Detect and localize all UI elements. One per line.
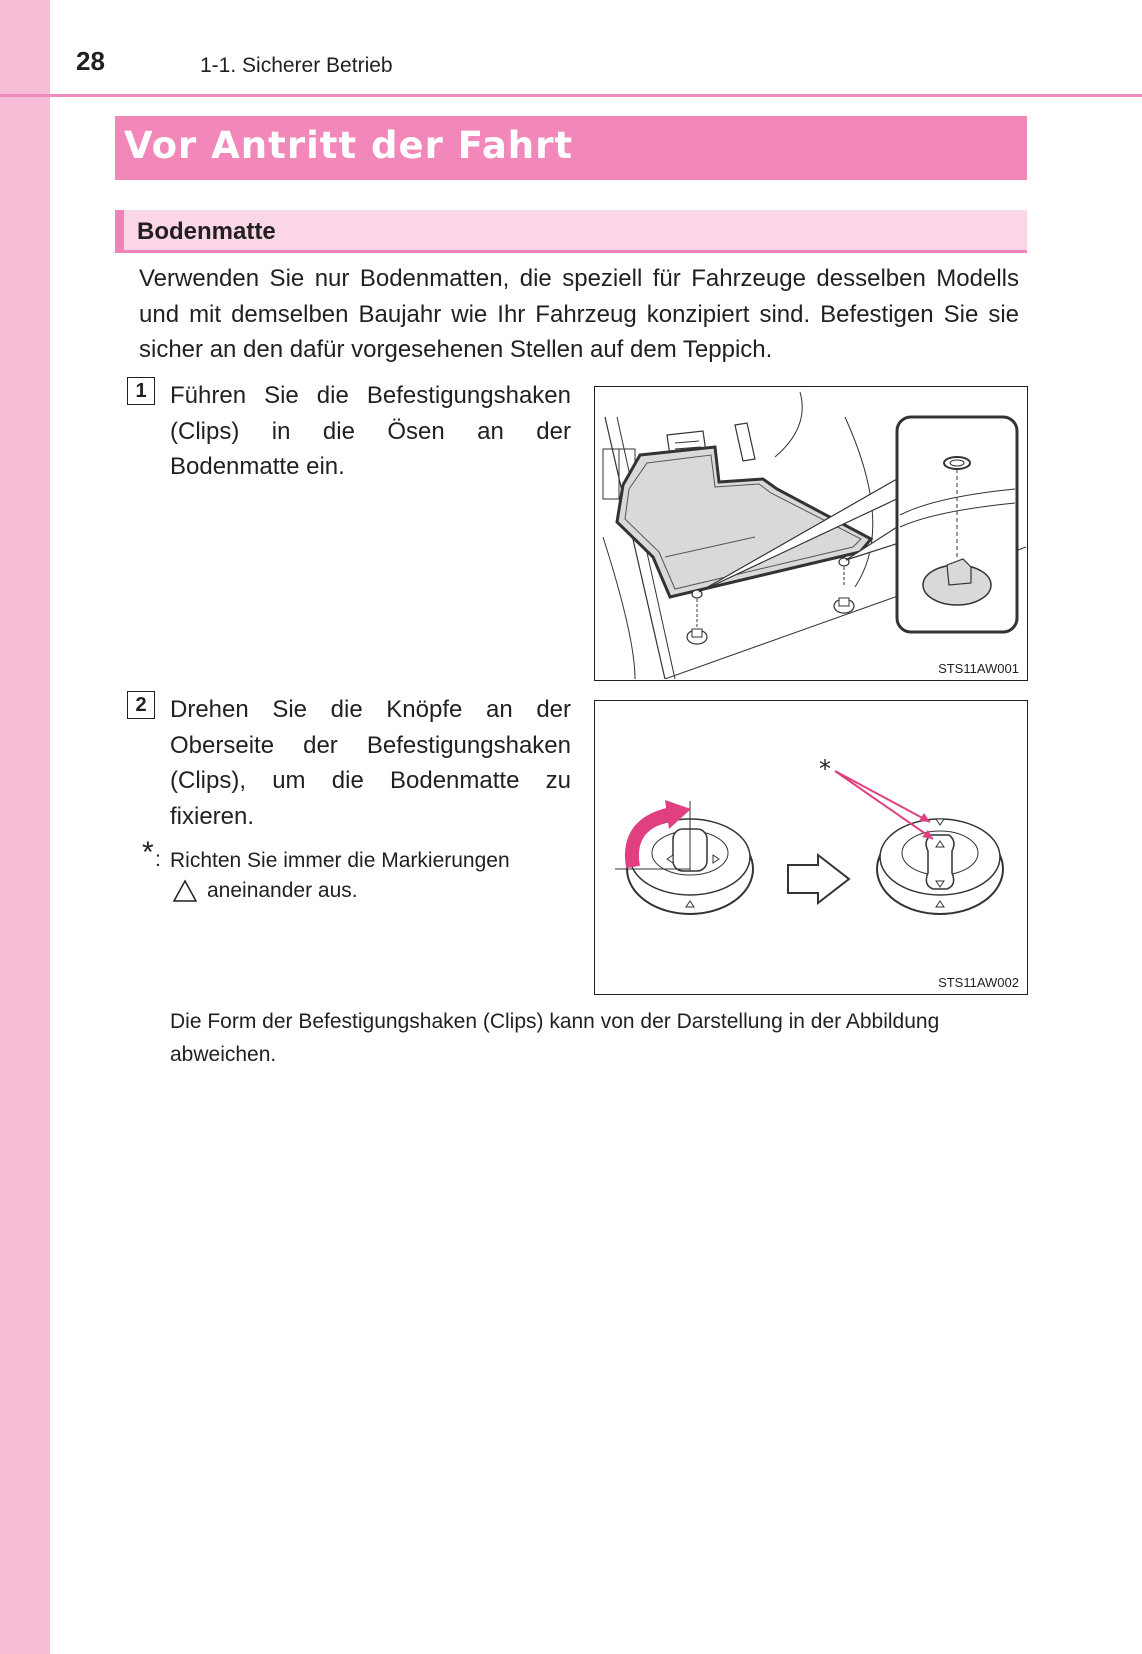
note-line-1: Richten Sie immer die Markierungen	[170, 849, 510, 872]
note-line-2: aneinander aus.	[207, 879, 358, 902]
subsection-bar	[115, 210, 1027, 253]
page-title: Vor Antritt der Fahrt	[124, 124, 574, 167]
note-asterisk: *	[142, 836, 154, 869]
figure-2-code: STS11AW002	[938, 975, 1019, 990]
step-2-text: Drehen Sie die Knöpfe an der Oberseite der Befestigungshaken (Clips), um die Bodenmatte zu fixieren.	[170, 696, 571, 830]
floor-mat-illustration	[595, 387, 1026, 679]
note-colon: :	[155, 848, 161, 871]
step-2-badge: 2	[127, 691, 155, 719]
figure-2-asterisk: *	[819, 755, 831, 783]
intro-paragraph: Verwenden Sie nur Bodenmatten, die speziell für Fahrzeuge desselben Modells und mit demselben Baujahr wie Ihr Fahrzeug konzipiert sind. Befestigen Sie sie sicher an den dafür vorgesehenen Stellen auf dem Teppich.	[139, 265, 1019, 363]
step-1-badge: 1	[127, 377, 155, 405]
page-title-bar	[115, 116, 1027, 180]
step-1-text: Führen Sie die Befestigungshaken (Clips) in die Ösen an der Bodenmatte ein.	[170, 382, 571, 480]
header-divider	[0, 94, 1142, 97]
subsection-accent	[115, 210, 124, 250]
section-reference: 1-1. Sicherer Betrieb	[200, 54, 393, 77]
subsection-title: Bodenmatte	[137, 218, 276, 245]
triangle-mark-icon	[172, 879, 198, 903]
figure-clip-rotation	[594, 700, 1028, 995]
page-number: 28	[76, 46, 105, 76]
figure-floor-mat-clips	[594, 386, 1028, 681]
figure-caption: Die Form der Befestigungshaken (Clips) kann von der Darstellung in der Abbildung abweichen.	[170, 1010, 940, 1066]
figure-1-code: STS11AW001	[938, 661, 1019, 676]
side-margin-band	[0, 0, 50, 1654]
clip-rotation-illustration	[595, 701, 1026, 993]
